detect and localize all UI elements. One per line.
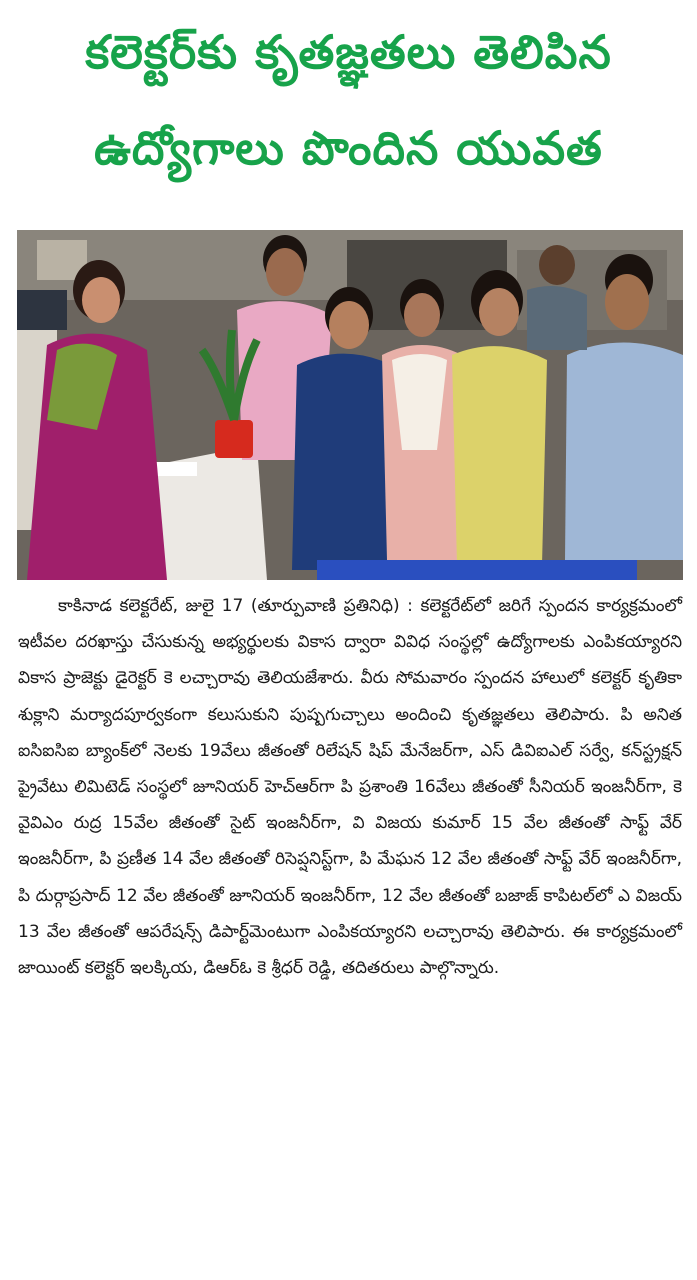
news-photo-illustration bbox=[17, 230, 683, 580]
article-body: కాకినాడ కలెక్టరేట్, జులై 17 (తూర్పువాణి ప్రతినిధి) : కలెక్టరేట్‌లో జరిగే స్పందన కార్యక్రమంలో ఇటీవల దరఖాస్తు చేసుకున్న అభ్యర్థులకు వికాస ద్వారా వివిధ సంస్థల్లో ఉద్యోగాలకు ఎంపికయ్యారని వికాస ప్రాజెక్టు డైరెక్టర్ కె లచ్చారావు తెలియజేశారు. వీరు సోమవారం స్పందన హాలులో కలెక్టర్ కృతికా శుక్లాని మర్యాదపూర్వకంగా కలుసుకుని పుష్పగుచ్చాలు అందించి కృతజ్ఞతలు తెలిపారు. పి అనిత ఐసిఐసిఐ బ్యాంక్‌లో నెలకు 19వేలు జీతంతో రిలేషన్ షిప్ మేనేజర్‌గా, ఎస్ డివిఐఎల్ సర్వే, కన్‌స్ట్రక్షన్ ప్రైవేటు లిమిటెడ్ సంస్థలో జూనియర్ హెచ్ఆర్‌గా పి ప్రశాంతి 16వేలు జీతంతో సీనియర్ ఇంజనీర్‌గా, కె వైవిఎం రుద్ర 15వేల జీతంతో సైట్ ఇంజనీర్‌గా, వి విజయ కుమార్ 15 వేల జీతంతో సాఫ్ట్ వేర్ ఇంజనీర్‌గా, పి ప్రణీత 14 వేల జీతంతో రిసెప్షనిస్ట్‌గా, పి మేఘన 12 వేల జీతంతో సాఫ్ట్ వేర్ ఇంజనీర్‌గా, పి దుర్గాప్రసాద్ 12 వేల జీతంతో జూనియర్ ఇంజనీర్‌గా, 12 వేల జీతంతో బజాజ్ కాపిటల్‌లో ఎ విజయ్ 13 వేల జీతంతో ఆపరేషన్స్ డిపార్ట్‌మెంటుగా ఎంపికయ్యారని లచ్చారావు తెలిపారు. ఈ కార్యక్రమంలో జాయింట్ కలెక్టర్ ఇలక్కియ, డిఆర్‌ఓ కె శ్రీధర్ రెడ్డి, తదితరులు పాల్గొన్నారు. bbox=[18, 596, 682, 979]
headline-line-2: ఉద్యోగాలు పొందిన యువత bbox=[94, 121, 603, 175]
news-photo bbox=[17, 230, 683, 580]
headline-line-1: కలెక్టర్‌కు కృతజ్ఞతలు తెలిపిన bbox=[85, 25, 612, 79]
headline bbox=[0, 4, 697, 196]
